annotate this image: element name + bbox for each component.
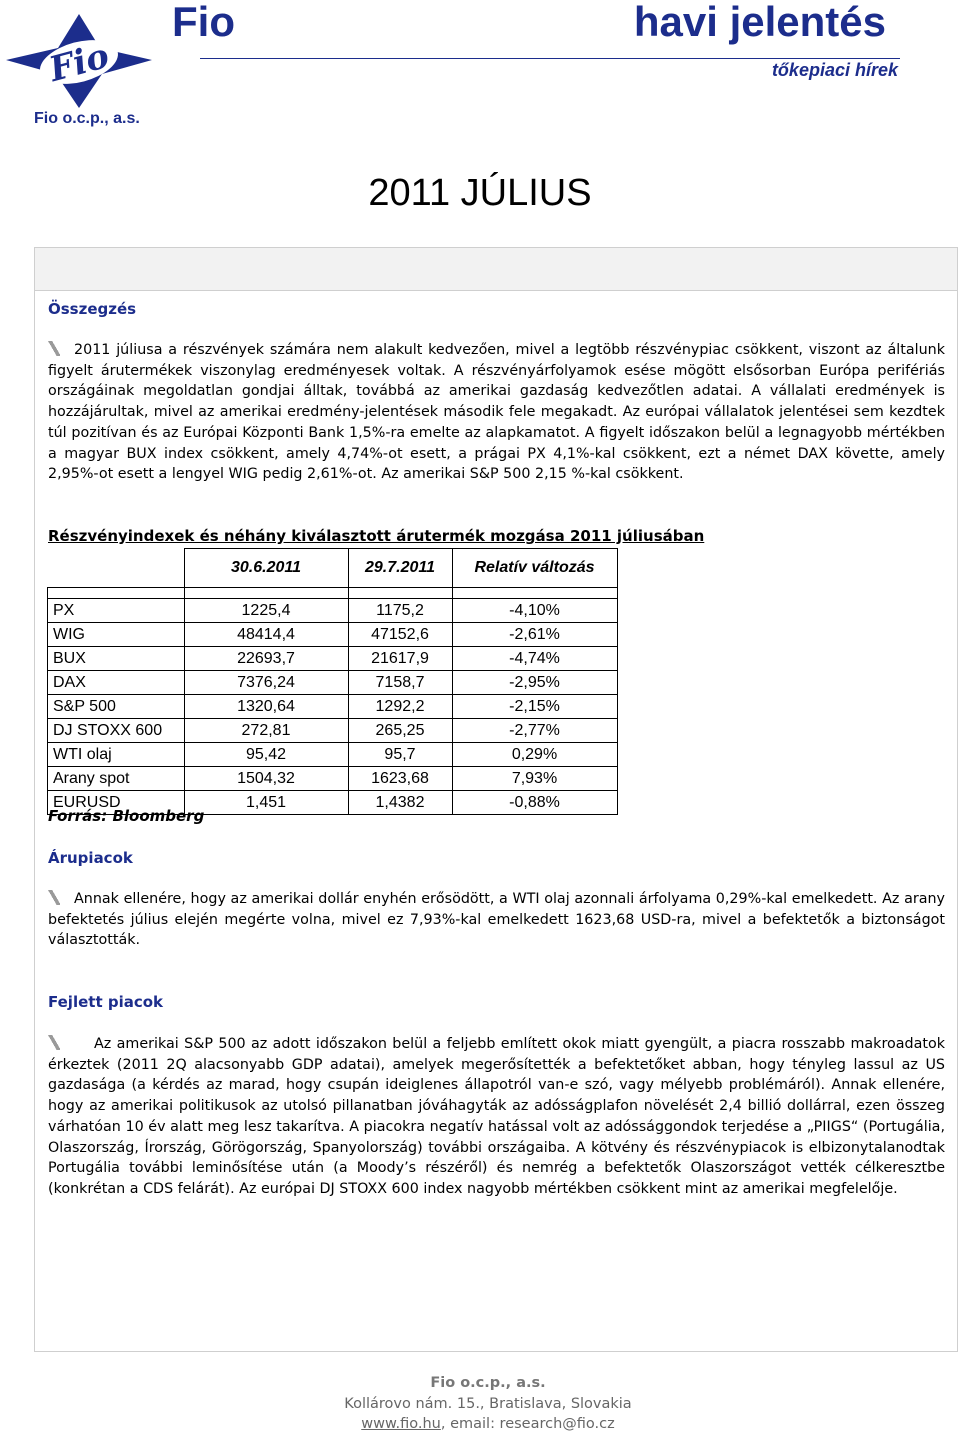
table-row: DAX 7376,24 7158,7 -2,95% xyxy=(48,671,618,695)
logo-text: Fio xyxy=(45,35,114,91)
developed-text: Az amerikai S&P 500 az adott időszakon belül a feljebb említett okok miatt gyengült, a piacra rosszabb makroadatok érkeztek (2011 2Q alacsonyabb GDP adatai), amelyek megerősítették a befektetőket abban, hogy tényleg lassul az US gazdasága (a kérdés az marad, hogy csupán ideiglenes állapotról van-e szó, vagy mélyebb problémáról). Annak ellenére, hogy az amerikai politikusok az utolsó pillanatban jóváhagyták az adósságplafon növelését 2,4 billió dollárral, ezen összeg várhatóan 10 év alatt meg lesz takarítva. A piacokra negatív hatással volt az adóssággondok terjedése a „PIIGS“ (Portugália, Olaszország, Írország, Görögország, Spanyolország) további országaiba. A kötvény és részvénypiacok is elbizonytalanodtak Portugália további leminősítése után (a Moody’s részéről) és nemrég a befektetők Olaszországot vették célkeresztbe (konkrétan a CDS felárát). Az európai DJ STOXX 600 index nagyobb mértékben csökkent mint az amerikai megfelelője. xyxy=(48,1036,945,1197)
header-band xyxy=(34,247,958,291)
table-header-cell xyxy=(48,549,185,588)
table-header-row xyxy=(48,549,618,588)
table-header-cell: 30.6.2011 xyxy=(184,549,348,588)
fio-logo xyxy=(4,12,154,110)
table-row: WIG 48414,4 47152,6 -2,61% xyxy=(48,623,618,647)
table-row: DJ STOXX 600 272,81 265,25 -2,77% xyxy=(48,719,618,743)
developed-heading: Fejlett piacok xyxy=(48,993,164,1011)
commodities-paragraph xyxy=(48,889,945,951)
summary-paragraph xyxy=(48,340,945,485)
company-name: Fio o.c.p., a.s. xyxy=(34,110,140,127)
report-subtitle: tőkepiaci hírek xyxy=(771,60,898,80)
summary-heading: Összegzés xyxy=(48,300,137,318)
report-title: havi jelentés xyxy=(633,0,886,45)
footer-company: Fio o.c.p., a.s. xyxy=(430,1375,546,1391)
header-rule xyxy=(200,58,900,59)
table-spacer xyxy=(48,588,618,599)
table-header-cell: Relatív változás xyxy=(452,549,617,588)
table-header-cell: 29.7.2011 xyxy=(348,549,452,588)
index-table xyxy=(47,548,618,815)
table-title: Részvényindexek és néhány kiválasztott árutermék mozgása 2011 júliusában xyxy=(48,527,705,545)
summary-text: 2011 júliusa a részvények számára nem alakult kedvezően, mivel a legtöbb részvénypiac csökkent, viszont az általunk figyelt árutermékek viszonylag eredményesek voltak. A részvényárfolyamok esése mögött elsősorban Európa perifériás országáinak megoldatlan gondjai álltak, továbbá az amerikai gazdaság kedvezőtlen adatai. A vállalati eredmények is hozzájárultak, mivel az amerikai eredmény-jelentések második fele megakadt. Az európai vállalatok jelentései sem kezdtek túl pozitívan és az Európai Központi Bank 1,5%-ra emelte az alapkamatot. A figyelt időszakon belül a legnagyobb mértékben a magyar BUX index csökkent, amely 4,74%-ot esett, a prágai PX 4,1%-kal csökkent, ezt a német DAX követte, amely 2,95%-ot esett a lengyel WIG pedig 2,61%-ot. Az amerikai S&P 500 2,15 %-kal csökkent. xyxy=(48,342,945,483)
developed-paragraph xyxy=(48,1034,945,1200)
footer-email: , email: research@fio.cz xyxy=(440,1416,615,1432)
commodities-heading: Árupiacok xyxy=(48,849,133,867)
table-row: PX 1225,4 1175,2 -4,10% xyxy=(48,599,618,623)
brand-title: Fio xyxy=(172,0,235,45)
table-row: S&P 500 1320,64 1292,2 -2,15% xyxy=(48,695,618,719)
bullet-mark xyxy=(48,1035,60,1050)
month-title: 2011 JÚLIUS xyxy=(368,172,592,214)
table-source: Forrás: Bloomberg xyxy=(48,807,205,825)
bullet-mark xyxy=(48,341,60,356)
table-row: EURUSD 1,451 1,4382 -0,88% xyxy=(48,791,618,815)
footer xyxy=(0,1373,960,1435)
table-row: WTI olaj 95,42 95,7 0,29% xyxy=(48,743,618,767)
bullet-mark xyxy=(48,890,60,905)
footer-website-link[interactable]: www.fio.hu xyxy=(361,1416,441,1432)
commodities-text: Annak ellenére, hogy az amerikai dollár enyhén erősödött, a WTI olaj azonnali árfolyama 0,29%-kal emelkedett. Az arany befektetés július elején megérte volna, mivel ez 7,93%-kal emelkedett 1623,68 USD-ra, mivel a befektetők a biztonságot választották. xyxy=(48,891,945,949)
table-row: Arany spot 1504,32 1623,68 7,93% xyxy=(48,767,618,791)
footer-address: Kollárovo nám. 15., Bratislava, Slovakia xyxy=(344,1395,632,1412)
table-row: BUX 22693,7 21617,9 -4,74% xyxy=(48,647,618,671)
